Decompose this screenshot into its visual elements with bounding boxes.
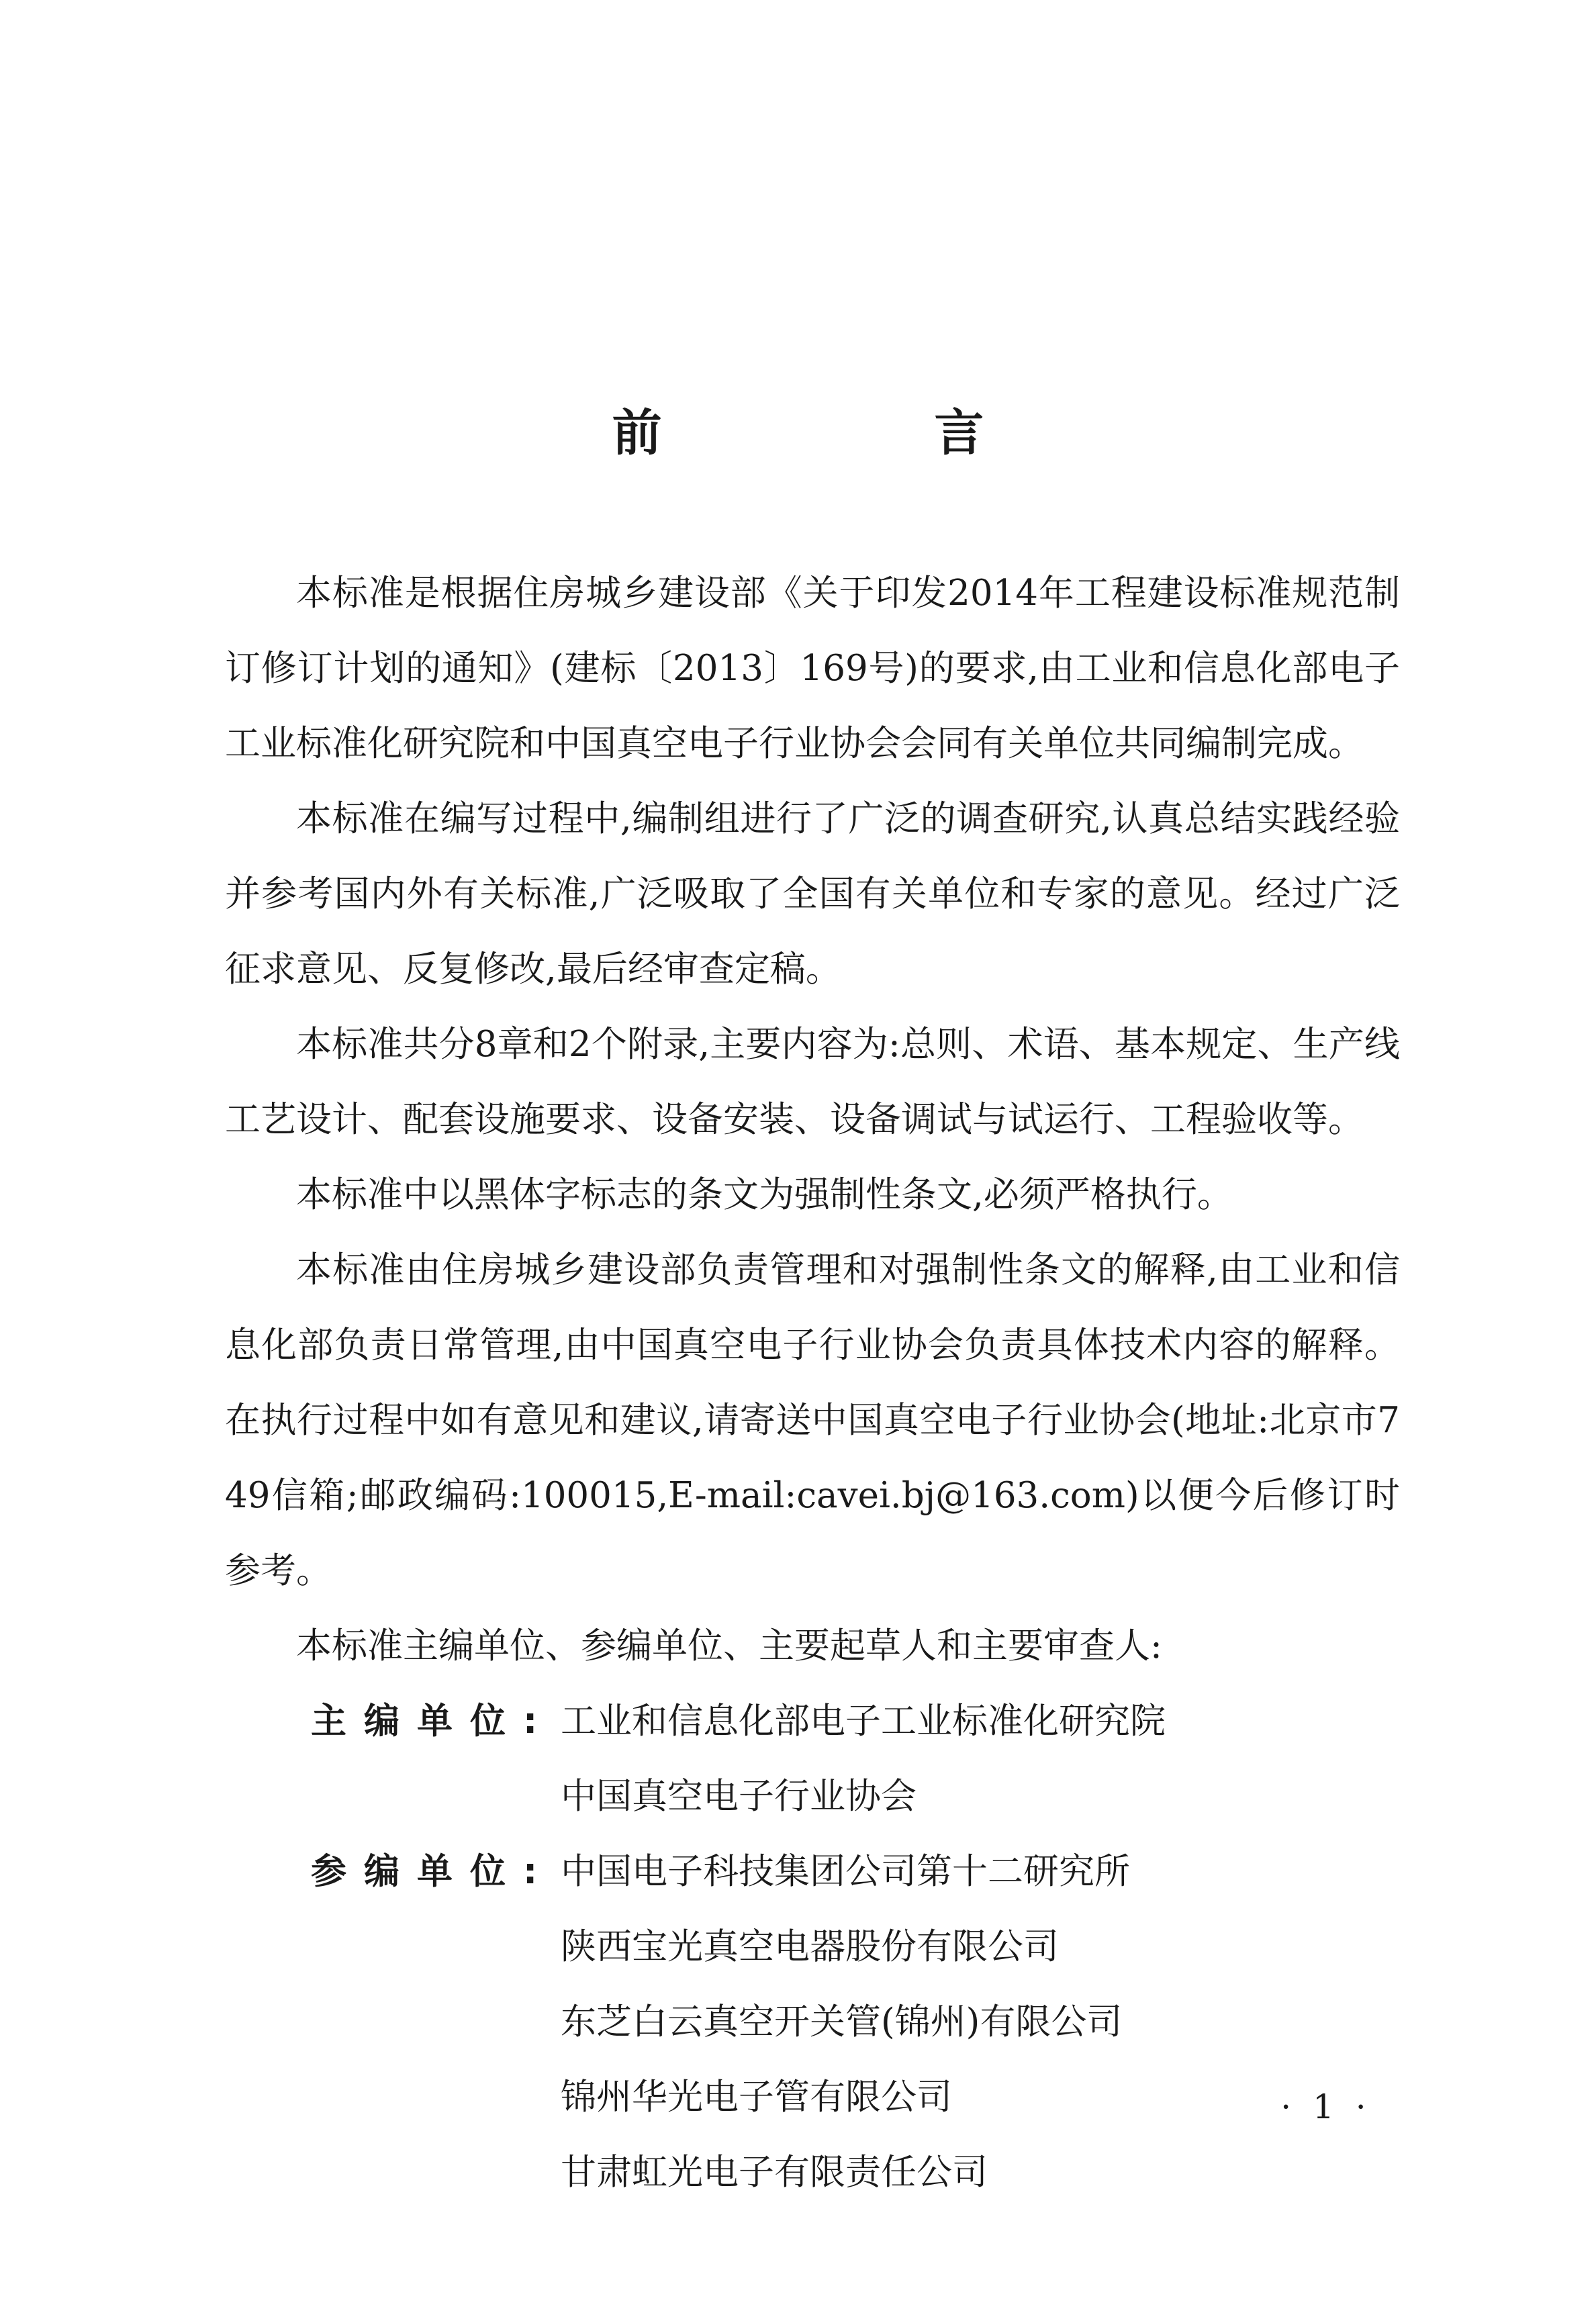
paragraph-mandatory-clauses: 本标准中以黑体字标志的条文为强制性条文,必须严格执行。: [296, 1174, 1233, 1215]
participating-units-label: 参编单位:: [311, 1851, 555, 1892]
page-title: 前 言: [612, 404, 1112, 462]
chief-units-row: [225, 1684, 1400, 1834]
participating-units-names: [561, 1834, 1400, 2210]
paragraph-units-intro: 本标准主编单位、参编单位、主要起草人和主要审查人:: [296, 1625, 1162, 1666]
participating-units-row: [225, 1834, 1400, 2210]
paragraph-contents: 本标准共分8章和2个附录,主要内容为:总则、术语、基本规定、生产线工艺设计、配套设施要求、设备安装、设备调试与试运行、工程验收等。: [225, 1024, 1400, 1140]
participating-unit-name: 中国电子科技集团公司第十二研究所: [561, 1851, 1130, 1892]
paragraph-administration: 本标准由住房城乡建设部负责管理和对强制性条文的解释,由工业和信息化部负责日常管理,由中国真空电子行业协会负责具体技术内容的解释。在执行过程中如有意见和建议,请寄送中国真空电子行业协会(地址:北京市749信箱;邮政编码:100015,E-mail:cavei.bj@163.com)以便今后修订时参考。: [225, 1249, 1400, 1591]
chief-units-label: 主编单位:: [311, 1701, 555, 1742]
preface-body: [225, 556, 1400, 2210]
paragraph-drafting-process: 本标准在编写过程中,编制组进行了广泛的调查研究,认真总结实践经验并参考国内外有关标准,广泛吸取了全国有关单位和专家的意见。经过广泛征求意见、反复修改,最后经审查定稿。: [225, 798, 1400, 990]
participating-unit-name: 陕西宝光真空电器股份有限公司: [561, 1926, 1059, 1967]
chief-unit-name: 工业和信息化部电子工业标准化研究院: [561, 1701, 1166, 1742]
chief-unit-name: 中国真空电子行业协会: [561, 1776, 917, 1817]
participating-unit-name: 甘肃虹光电子有限责任公司: [561, 2152, 988, 2193]
paragraph-basis: 本标准是根据住房城乡建设部《关于印发2014年工程建设标准规范制订修订计划的通知》(建标〔2013〕169号)的要求,由工业和信息化部电子工业标准化研究院和中国真空电子行业协会会同有关单位共同编制完成。: [225, 573, 1400, 764]
unit-list: [225, 1684, 1400, 2210]
chief-units-names: [561, 1684, 1400, 1834]
page-number: · 1 ·: [1280, 2087, 1372, 2126]
participating-unit-name: 锦州华光电子管有限公司: [561, 2077, 952, 2118]
participating-unit-name: 东芝白云真空开关管(锦州)有限公司: [561, 2001, 1123, 2042]
